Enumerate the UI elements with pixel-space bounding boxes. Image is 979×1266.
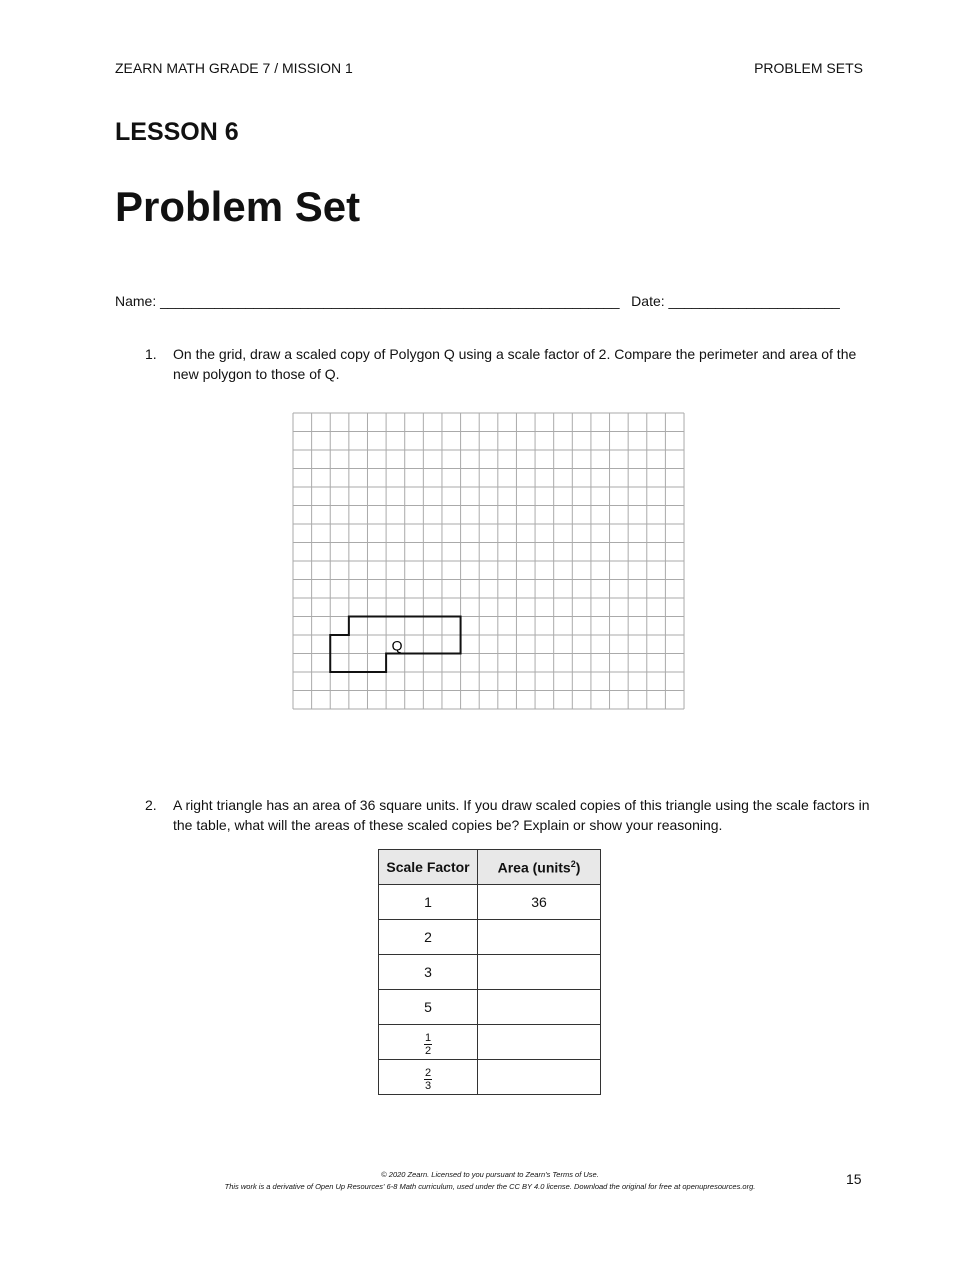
polygon-q-label: Q	[391, 637, 403, 654]
question-1-text: On the grid, draw a scaled copy of Polygon Q using a scale factor of 2. Compare the perimeter and area of the new polygon to those of Q.	[173, 346, 857, 382]
area-cell[interactable]	[478, 1025, 601, 1060]
name-date-line[interactable]: Name: ___________________________________________________________ Date: ______________________	[115, 293, 840, 309]
fraction-one-half: $\frac{1}{2}$	[424, 1031, 432, 1057]
area-cell[interactable]	[478, 1060, 601, 1095]
fraction-two-thirds: $\frac{2}{3}$	[424, 1066, 432, 1092]
question-2-text: A right triangle has an area of 36 square units. If you draw scaled copies of this triangle using the scale factors in the table, what will the areas of these scaled copies be? Explain or show your reasoning.	[173, 797, 870, 833]
area-cell[interactable]	[478, 920, 601, 955]
table-row: 2	[379, 920, 601, 955]
table-row: 1 36	[379, 885, 601, 920]
page-title: Problem Set	[115, 183, 361, 230]
header-course: ZEARN MATH GRADE 7 / MISSION 1	[115, 60, 353, 76]
footer-attribution: This work is a derivative of Open Up Resources' 6-8 Math curriculum, used under the CC BY 4.0 license. Download the original for free at openupresources.org.	[224, 1182, 756, 1191]
grid-lines	[293, 413, 684, 709]
area-cell[interactable]	[478, 955, 601, 990]
table-row: 5	[379, 990, 601, 1025]
table-row	[379, 1060, 601, 1095]
table-row	[379, 1025, 601, 1060]
grid-with-polygon[interactable]	[292, 412, 686, 712]
area-cell[interactable]: 36	[478, 885, 601, 920]
footer-license: © 2020 Zearn. Licensed to you pursuant to Zearn's Terms of Use.	[381, 1170, 599, 1179]
header-section: PROBLEM SETS	[754, 60, 863, 76]
table-row: 3	[379, 955, 601, 990]
lesson-heading: LESSON 6	[115, 118, 239, 146]
header-scale-factor: Scale Factor	[379, 850, 478, 885]
table-header-row	[379, 850, 601, 885]
page-number: 15	[846, 1171, 862, 1187]
scale-factor-table	[378, 849, 601, 1095]
area-cell[interactable]	[478, 990, 601, 1025]
question-1-number: 1.	[145, 346, 157, 362]
header-area: Area (units$^2$)	[478, 850, 601, 885]
question-2-number: 2.	[145, 797, 157, 813]
